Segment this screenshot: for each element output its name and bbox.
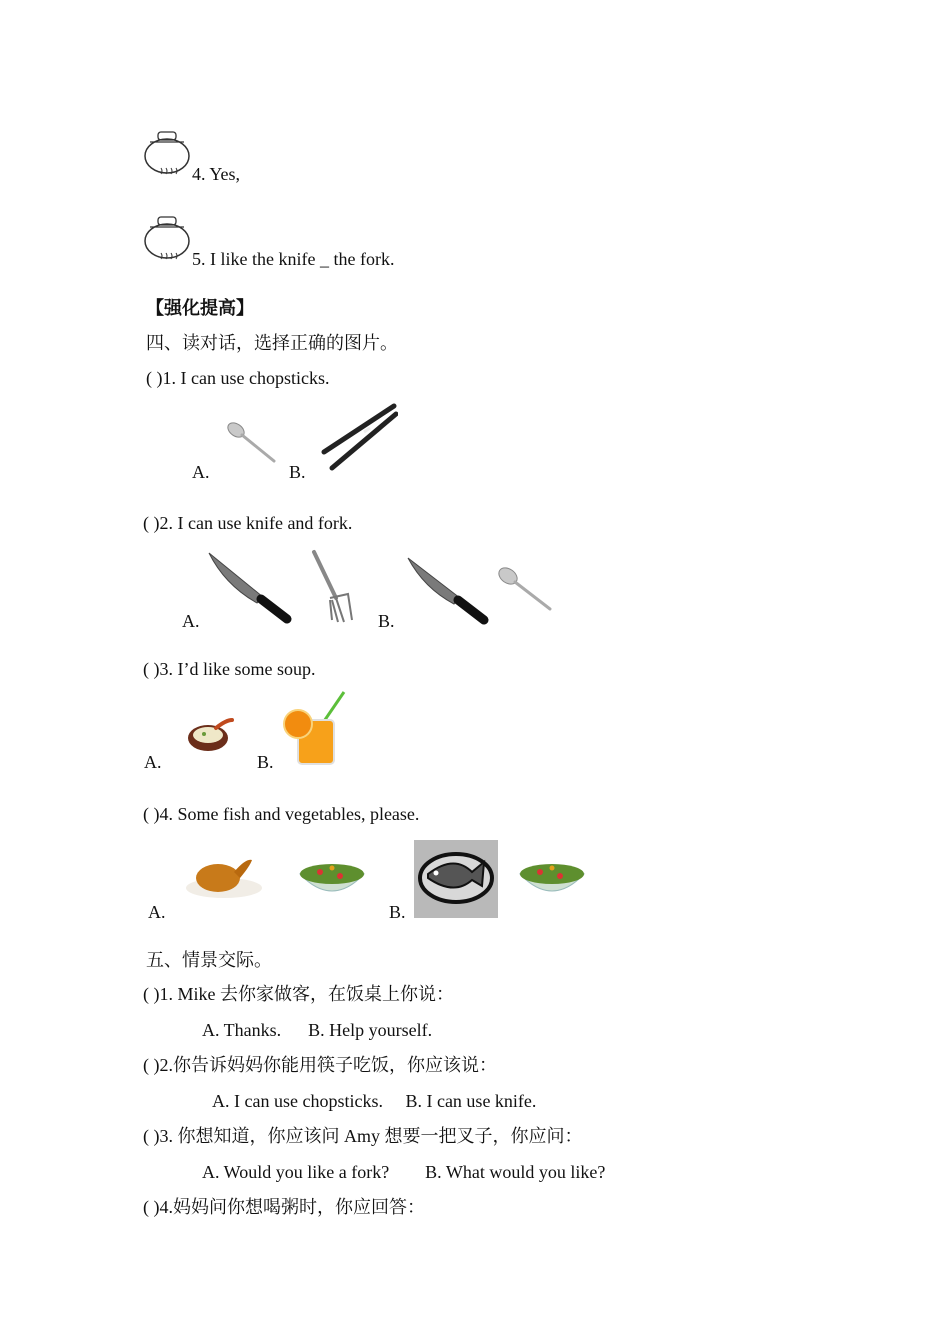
part5-title: 五、情景交际。: [146, 950, 272, 970]
knife-icon: [406, 556, 490, 626]
salad-bowl-icon: [296, 856, 368, 902]
q5-2-options: A. I can use chopsticks. B. I can use knife.: [212, 1091, 537, 1111]
salad-bowl-icon: [516, 856, 588, 902]
q5-3-options: A. Would you like a fork? B. What would you like?: [202, 1162, 606, 1182]
q4-4-option-a: A.: [148, 902, 166, 922]
fish-plate-icon: [414, 840, 498, 918]
spoon-icon: [496, 564, 554, 614]
q5-1-text: ( )1. Mike 去你家做客，在饭桌上你说：: [143, 984, 454, 1004]
section-heading: 【强化提高】: [146, 298, 254, 318]
chopsticks-icon: [318, 402, 398, 474]
part4-title: 四、读对话，选择正确的图片。: [146, 333, 398, 353]
q5-4-text: ( )4.妈妈问你想喝粥时，你应回答：: [143, 1197, 425, 1217]
top-item-5: 5. I like the knife _ the fork.: [192, 249, 395, 269]
q5-2-text: ( )2.你告诉妈妈你能用筷子吃饭，你应该说：: [143, 1055, 497, 1075]
soup-bowl-icon: [186, 714, 236, 754]
top-item-4: 4. Yes,: [192, 164, 241, 184]
spoon-icon: [224, 418, 278, 466]
q4-3-option-a: A.: [144, 752, 162, 772]
knife-icon: [207, 551, 293, 625]
pot-icon: [142, 126, 192, 182]
pot-icon: [142, 211, 192, 267]
fork-icon: [308, 548, 356, 624]
q4-1-option-a: A.: [192, 462, 210, 482]
q4-3-text: ( )3. I’d like some soup.: [143, 659, 316, 679]
q4-4-text: ( )4. Some fish and vegetables, please.: [143, 804, 420, 824]
roast-chicken-icon: [184, 852, 264, 900]
q4-2-text: ( )2. I can use knife and fork.: [143, 513, 353, 533]
q4-2-option-a: A.: [182, 611, 200, 631]
q5-1-options: A. Thanks. B. Help yourself.: [202, 1020, 433, 1040]
juice-glass-icon: [282, 690, 346, 768]
q4-2-option-b: B.: [378, 611, 395, 631]
q4-3-option-b: B.: [257, 752, 274, 772]
q4-1-option-b: B.: [289, 462, 306, 482]
q4-1-text: ( )1. I can use chopsticks.: [146, 368, 330, 388]
q4-4-option-b: B.: [389, 902, 406, 922]
q5-3-text: ( )3. 你想知道，你应该问 Amy 想要一把叉子，你应问：: [143, 1126, 583, 1146]
